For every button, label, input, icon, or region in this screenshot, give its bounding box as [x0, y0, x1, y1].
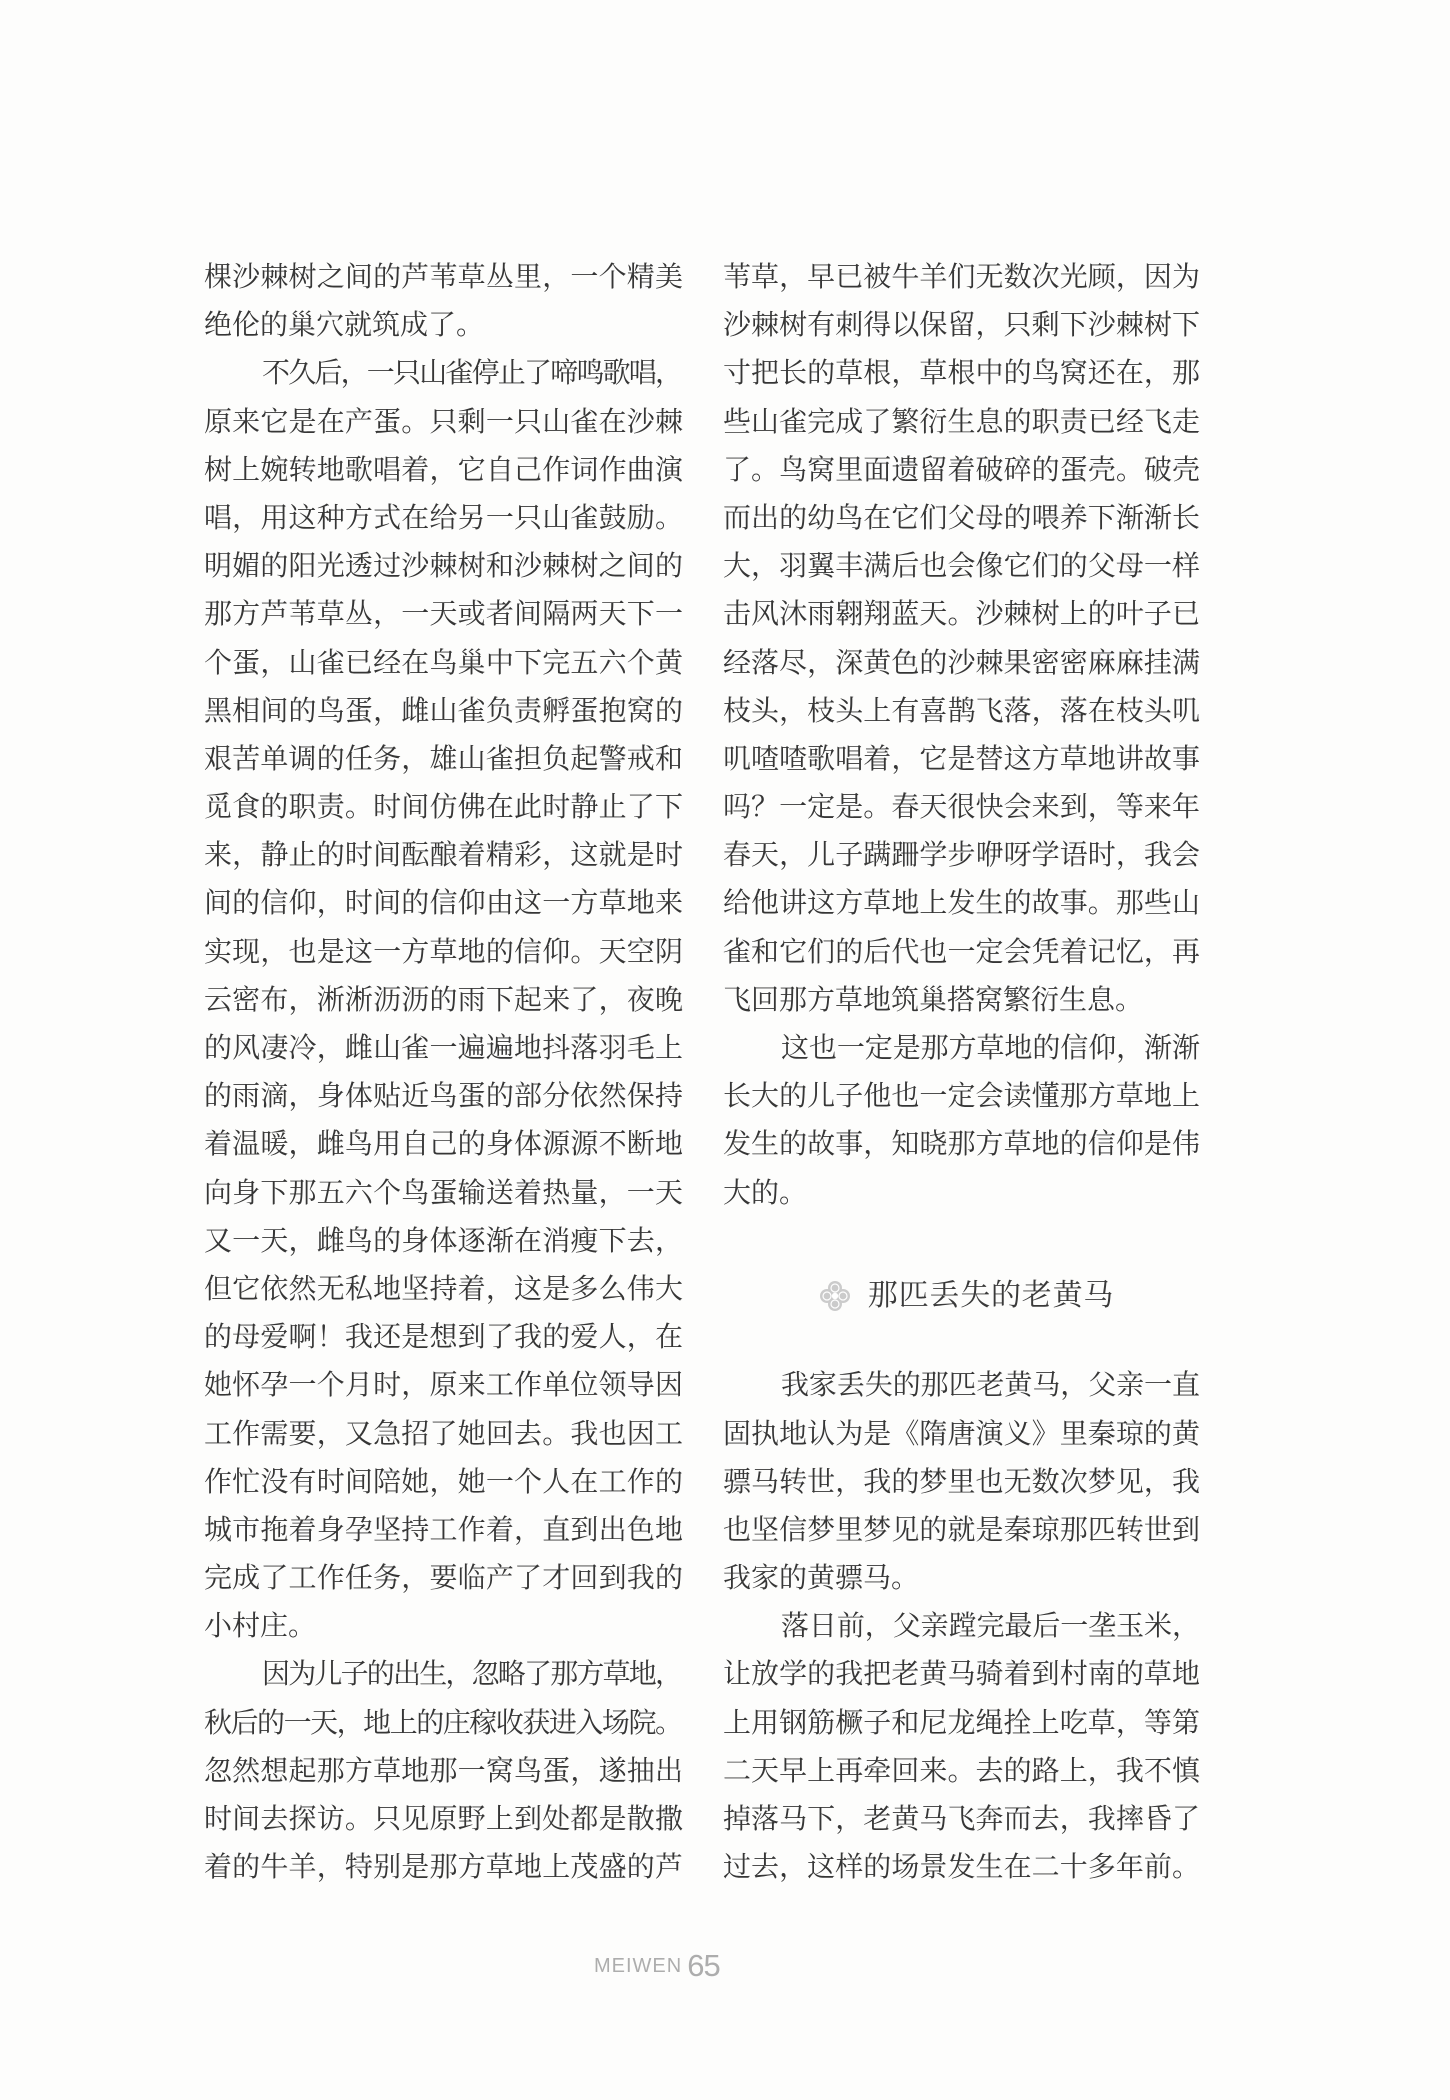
text-line-text: 不久后，一只山雀停止了啼鸣歌唱，: [262, 356, 682, 390]
text-line-text: 作忙没有时间陪她，她一个人在工作的: [204, 1464, 684, 1498]
text-line: [204, 687, 683, 735]
page-footer: [594, 1946, 720, 1986]
text-line: [723, 1650, 1200, 1698]
text-line-text: 原来它是在产蛋。只剩一只山雀在沙棘: [204, 404, 684, 438]
text-line: [204, 1024, 683, 1072]
text-line-text: 固执地认为是《隋唐演义》里秦琼的黄: [723, 1416, 1201, 1450]
text-line-text: 忽然想起那方草地那一窝鸟蛋，遂抽出: [204, 1753, 684, 1787]
text-line-text: 着温暖，雌鸟用自己的身体源源不断地: [204, 1127, 684, 1161]
text-line: [723, 1024, 1200, 1072]
left-column: [204, 253, 683, 1891]
text-line-text: 寸把长的草根，草根中的鸟窝还在，那: [723, 356, 1201, 390]
text-line: [204, 1072, 683, 1120]
text-line-text: 着的牛羊，特别是那方草地上茂盛的芦: [204, 1850, 684, 1884]
text-line: [204, 253, 683, 301]
text-line: [204, 783, 683, 831]
text-line: [723, 735, 1200, 783]
text-line: [723, 639, 1200, 687]
text-line-text: 上用钢筋橛子和尼龙绳拴上吃草，等第: [723, 1705, 1201, 1739]
text-line-text: 绝伦的巢穴就筑成了。: [204, 308, 485, 342]
text-line-text: 工作需要，又急招了她回去。我也因工: [204, 1416, 684, 1450]
text-line-text: 二天早上再牵回来。去的路上，我不慎: [723, 1753, 1201, 1787]
text-line-text: 给他讲这方草地上发生的故事。那些山: [723, 886, 1201, 920]
text-line-text: 大，羽翼丰满后也会像它们的父母一样: [723, 549, 1201, 583]
text-line-text: 秋后的一天，地上的庄稼收获进入场院。: [204, 1705, 682, 1739]
paragraph: [723, 1361, 1200, 1602]
text-line: [204, 494, 683, 542]
text-line-text: 小村庄。: [204, 1609, 317, 1643]
text-line: [204, 1410, 683, 1458]
text-line: [204, 1217, 683, 1265]
text-line-text: 唱，用这种方式在给另一只山雀鼓励。: [204, 500, 684, 534]
text-line: [723, 1120, 1200, 1168]
text-line: [723, 542, 1200, 590]
paragraph: [723, 1024, 1200, 1217]
text-line: [204, 446, 683, 494]
text-line: [723, 1361, 1200, 1409]
text-line: [723, 494, 1200, 542]
text-line: [204, 831, 683, 879]
text-line: [204, 1120, 683, 1168]
text-line-text: 来，静止的时间酝酿着精彩，这就是时: [204, 838, 684, 872]
text-line: [723, 1410, 1200, 1458]
text-line-text: 长大的儿子他也一定会读懂那方草地上: [723, 1079, 1201, 1113]
text-line-text: 间的信仰，时间的信仰由这一方草地来: [204, 886, 684, 920]
text-line: [723, 1843, 1200, 1891]
text-line: [723, 1699, 1200, 1747]
section-heading-text: 那匹丢失的老黄马: [867, 1277, 1115, 1313]
paragraph: [204, 349, 683, 1650]
text-line-text: 让放学的我把老黄马骑着到村南的草地: [723, 1657, 1201, 1691]
text-line: [204, 1506, 683, 1554]
text-line-text: 雀和它们的后代也一定会凭着记忆，再: [723, 934, 1201, 968]
text-line: [204, 1747, 683, 1795]
text-line: [204, 1699, 683, 1747]
text-line: [723, 783, 1200, 831]
text-line: [204, 1843, 683, 1891]
text-line-text: 树上婉转地歌唱着，它自己作词作曲演: [204, 452, 684, 486]
text-line-text: 我家的黄骠马。: [723, 1561, 920, 1595]
text-line-text: 完成了工作任务，要临产了才回到我的: [204, 1561, 684, 1595]
text-line-text: 云密布，淅淅沥沥的雨下起来了，夜晚: [204, 982, 684, 1016]
text-line: [204, 879, 683, 927]
text-line-text: 的雨滴，身体贴近鸟蛋的部分依然保持: [204, 1079, 684, 1113]
text-line: [204, 1795, 683, 1843]
text-line: [204, 1602, 683, 1650]
text-line-text: 但它依然无私地坚持着，这是多么伟大: [204, 1271, 684, 1305]
flower-ornament-icon: [817, 1279, 853, 1313]
text-line: [204, 1313, 683, 1361]
text-line-text: 觅食的职责。时间仿佛在此时静止了下: [204, 790, 684, 824]
text-line: [204, 398, 683, 446]
text-line: [204, 1169, 683, 1217]
text-line-text: 经落尽，深黄色的沙棘果密密麻麻挂满: [723, 645, 1201, 679]
text-line: [723, 1602, 1200, 1650]
text-line-text: 个蛋，山雀已经在鸟巢中下完五六个黄: [204, 645, 684, 679]
text-line-text: 击风沐雨翱翔蓝天。沙棘树上的叶子已: [723, 597, 1201, 631]
paragraph: [204, 1650, 683, 1891]
text-line-text: 大的。: [723, 1175, 808, 1209]
text-line-text: 我家丢失的那匹老黄马，父亲一直: [781, 1368, 1200, 1402]
text-line: [723, 1795, 1200, 1843]
text-line: [723, 1169, 1200, 1217]
text-line-text: 艰苦单调的任务，雄山雀担负起警戒和: [204, 741, 684, 775]
text-line-text: 她怀孕一个月时，原来工作单位领导因: [204, 1368, 684, 1402]
text-line: [204, 349, 683, 397]
text-line-text: 骠马转世，我的梦里也无数次梦见，我: [723, 1464, 1201, 1498]
text-line-text: 掉落马下，老黄马飞奔而去，我摔昏了: [723, 1802, 1201, 1836]
text-line: [204, 639, 683, 687]
text-line: [204, 1554, 683, 1602]
text-line-text: 发生的故事，知晓那方草地的信仰是伟: [723, 1127, 1201, 1161]
text-line: [204, 928, 683, 976]
text-line: [204, 735, 683, 783]
text-line-text: 那方芦苇草丛，一天或者间隔两天下一: [204, 597, 684, 631]
section-heading-row: [723, 1278, 1200, 1314]
section-heading: [723, 1217, 1200, 1362]
paragraph: [723, 1602, 1200, 1891]
magazine-name: MEIWEN: [594, 1954, 683, 1977]
text-line: [204, 1361, 683, 1409]
text-line-text: 枝头，枝头上有喜鹊飞落，落在枝头叽: [723, 693, 1201, 727]
text-line: [723, 687, 1200, 735]
text-line: [723, 590, 1200, 638]
text-line: [723, 1072, 1200, 1120]
text-line: [723, 301, 1200, 349]
text-line-text: 时间去探访。只见原野上到处都是散撒: [204, 1802, 684, 1835]
text-line: [723, 879, 1200, 927]
text-line: [723, 1458, 1200, 1506]
text-line-text: 苇草，早已被牛羊们无数次光顾，因为: [723, 260, 1201, 293]
text-line-text: 的风凄冷，雌山雀一遍遍地抖落羽毛上: [204, 1031, 684, 1064]
text-line-text: 实现，也是这一方草地的信仰。天空阴: [204, 934, 684, 968]
text-line: [723, 398, 1200, 446]
text-line-text: 向身下那五六个鸟蛋输送着热量，一天: [204, 1175, 684, 1209]
text-line: [204, 1265, 683, 1313]
text-line: [723, 446, 1200, 494]
text-line: [204, 976, 683, 1024]
paragraph: [723, 253, 1200, 1024]
text-line-text: 这也一定是那方草地的信仰，渐渐: [781, 1031, 1200, 1064]
text-line: [723, 1554, 1200, 1602]
text-line: [723, 253, 1200, 301]
text-line: [723, 1747, 1200, 1795]
text-line: [723, 349, 1200, 397]
text-line-text: 城市拖着身孕坚持工作着，直到出色地: [204, 1512, 684, 1546]
text-line-text: 些山雀完成了繁衍生息的职责已经飞走: [723, 404, 1201, 438]
text-line-text: 明媚的阳光透过沙棘树和沙棘树之间的: [204, 549, 684, 583]
text-line: [204, 1458, 683, 1506]
text-line: [204, 542, 683, 590]
text-line-text: 而出的幼鸟在它们父母的喂养下渐渐长: [723, 500, 1201, 534]
text-line-text: 沙棘树有刺得以保留，只剩下沙棘树下: [723, 308, 1201, 342]
text-line-text: 又一天，雌鸟的身体逐渐在消瘦下去，: [204, 1223, 684, 1257]
text-line: [723, 1506, 1200, 1554]
text-line-text: 的母爱啊！我还是想到了我的爱人，在: [204, 1320, 684, 1354]
text-line-text: 棵沙棘树之间的芦苇草丛里，一个精美: [204, 260, 684, 293]
text-line-text: 了。鸟窝里面遗留着破碎的蛋壳。破壳: [723, 452, 1201, 486]
text-line: [204, 301, 683, 349]
text-line-text: 也坚信梦里梦见的就是秦琼那匹转世到: [723, 1512, 1201, 1546]
paragraph: [204, 253, 683, 349]
text-line: [723, 928, 1200, 976]
page-number: 65: [687, 1948, 720, 1983]
text-line-text: 黑相间的鸟蛋，雌山雀负责孵蛋抱窝的: [204, 693, 684, 727]
text-line-text: 叽喳喳歌唱着，它是替这方草地讲故事: [723, 741, 1201, 775]
text-line-text: 春天，儿子蹒跚学步咿呀学语时，我会: [723, 838, 1201, 872]
text-line-text: 因为儿子的出生，忽略了那方草地，: [262, 1657, 682, 1691]
text-line: [723, 831, 1200, 879]
text-line-text: 落日前，父亲蹚完最后一垄玉米，: [781, 1609, 1200, 1643]
text-line-text: 飞回那方草地筑巢搭窝繁衍生息。: [723, 982, 1144, 1016]
text-line: [204, 590, 683, 638]
text-line-text: 过去，这样的场景发生在二十多年前。: [723, 1850, 1201, 1884]
text-line: [723, 976, 1200, 1024]
text-line-text: 吗？一定是。春天很快会来到，等来年: [723, 790, 1201, 824]
text-line: [204, 1650, 683, 1698]
right-column: [723, 253, 1200, 1891]
